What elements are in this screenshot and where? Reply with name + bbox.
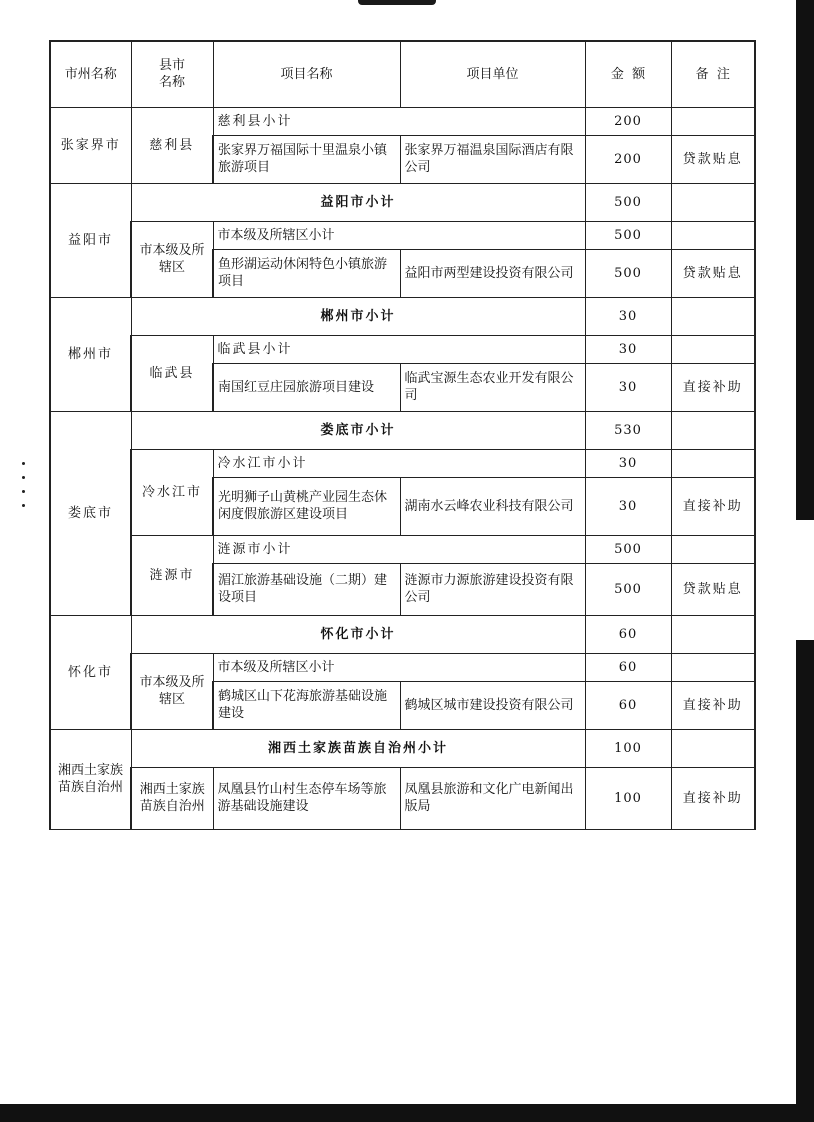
county-name: 涟源市 [131, 535, 213, 615]
scan-edge-gap [796, 520, 814, 640]
city-subtotal-amount: 60 [585, 615, 671, 653]
table-row [50, 535, 755, 563]
remark-cell [671, 411, 755, 449]
project-name: 湄江旅游基础设施（二期）建设项目 [213, 563, 400, 615]
county-subtotal-label: 市本级及所辖区小计 [213, 221, 585, 249]
project-amount: 30 [585, 363, 671, 411]
county-name: 市本级及所辖区 [131, 653, 213, 729]
remark-cell [671, 335, 755, 363]
city-subtotal-amount: 500 [585, 183, 671, 221]
header-city: 市州名称 [50, 41, 131, 107]
header-county: 县市 名称 [131, 41, 213, 107]
remark-cell [671, 107, 755, 135]
county-subtotal-amount: 30 [585, 449, 671, 477]
project-funding-table [49, 40, 756, 830]
table-row [50, 653, 755, 681]
remark-cell [671, 449, 755, 477]
project-amount: 200 [585, 135, 671, 183]
county-subtotal-label: 市本级及所辖区小计 [213, 653, 585, 681]
project-unit: 益阳市两型建设投资有限公司 [400, 249, 585, 297]
county-subtotal-amount: 60 [585, 653, 671, 681]
city-name: 张家界市 [50, 107, 131, 183]
header-amount: 金 额 [585, 41, 671, 107]
project-unit: 湖南水云峰农业科技有限公司 [400, 477, 585, 535]
remark-cell [671, 535, 755, 563]
project-amount: 60 [585, 681, 671, 729]
city-subtotal-label: 娄底市小计 [131, 411, 585, 449]
project-amount: 100 [585, 767, 671, 829]
project-name: 鱼形湖运动休闲特色小镇旅游项目 [213, 249, 400, 297]
city-name: 益阳市 [50, 183, 131, 297]
county-subtotal-label: 慈利县小计 [213, 107, 585, 135]
remark-cell [671, 729, 755, 767]
project-remark: 贷款贴息 [671, 563, 755, 615]
project-unit: 鹤城区城市建设投资有限公司 [400, 681, 585, 729]
table-row [50, 183, 755, 221]
table-row [50, 767, 755, 829]
binding-holes [22, 462, 28, 518]
city-name: 怀化市 [50, 615, 131, 729]
table-row [50, 615, 755, 653]
county-subtotal-amount: 30 [585, 335, 671, 363]
project-unit: 张家界万福温泉国际酒店有限公司 [400, 135, 585, 183]
remark-cell [671, 615, 755, 653]
county-subtotal-label: 临武县小计 [213, 335, 585, 363]
project-remark: 直接补助 [671, 767, 755, 829]
project-unit: 涟源市力源旅游建设投资有限公司 [400, 563, 585, 615]
project-name: 南国红豆庄园旅游项目建设 [213, 363, 400, 411]
city-subtotal-label: 益阳市小计 [131, 183, 585, 221]
table-row [50, 411, 755, 449]
county-name: 慈利县 [131, 107, 213, 183]
header-project: 项目名称 [213, 41, 400, 107]
county-subtotal-amount: 500 [585, 221, 671, 249]
remark-cell [671, 297, 755, 335]
city-name: 湘西土家族苗族自治州 [50, 729, 131, 829]
project-remark: 直接补助 [671, 477, 755, 535]
project-name: 张家界万福国际十里温泉小镇旅游项目 [213, 135, 400, 183]
city-subtotal-label: 湘西土家族苗族自治州小计 [131, 729, 585, 767]
city-subtotal-amount: 30 [585, 297, 671, 335]
remark-cell [671, 221, 755, 249]
county-subtotal-amount: 200 [585, 107, 671, 135]
city-subtotal-label: 怀化市小计 [131, 615, 585, 653]
city-name: 娄底市 [50, 411, 131, 615]
city-subtotal-amount: 530 [585, 411, 671, 449]
header-unit: 项目单位 [400, 41, 585, 107]
project-unit: 临武宝源生态农业开发有限公司 [400, 363, 585, 411]
table-row [50, 107, 755, 135]
county-name: 临武县 [131, 335, 213, 411]
header-row [50, 41, 755, 107]
county-subtotal-amount: 500 [585, 535, 671, 563]
county-name: 冷水江市 [131, 449, 213, 535]
project-name: 凤凰县竹山村生态停车场等旅游基础设施建设 [213, 767, 400, 829]
header-remark: 备 注 [671, 41, 755, 107]
project-unit: 凤凰县旅游和文化广电新闻出版局 [400, 767, 585, 829]
city-name: 郴州市 [50, 297, 131, 411]
table-row [50, 449, 755, 477]
project-remark: 贷款贴息 [671, 249, 755, 297]
county-name: 湘西土家族苗族自治州 [131, 767, 213, 829]
county-subtotal-label: 涟源市小计 [213, 535, 585, 563]
scan-edge-bottom [0, 1104, 814, 1122]
project-remark: 贷款贴息 [671, 135, 755, 183]
table-row [50, 335, 755, 363]
county-name: 市本级及所辖区 [131, 221, 213, 297]
city-subtotal-amount: 100 [585, 729, 671, 767]
top-binding-mark [358, 0, 436, 5]
project-name: 光明狮子山黄桃产业园生态休闲度假旅游区建设项目 [213, 477, 400, 535]
project-amount: 500 [585, 563, 671, 615]
city-subtotal-label: 郴州市小计 [131, 297, 585, 335]
project-remark: 直接补助 [671, 363, 755, 411]
project-name: 鹤城区山下花海旅游基础设施建设 [213, 681, 400, 729]
remark-cell [671, 653, 755, 681]
project-amount: 500 [585, 249, 671, 297]
remark-cell [671, 183, 755, 221]
table-row [50, 729, 755, 767]
table-row [50, 221, 755, 249]
project-remark: 直接补助 [671, 681, 755, 729]
project-amount: 30 [585, 477, 671, 535]
county-subtotal-label: 冷水江市小计 [213, 449, 585, 477]
table-row [50, 297, 755, 335]
